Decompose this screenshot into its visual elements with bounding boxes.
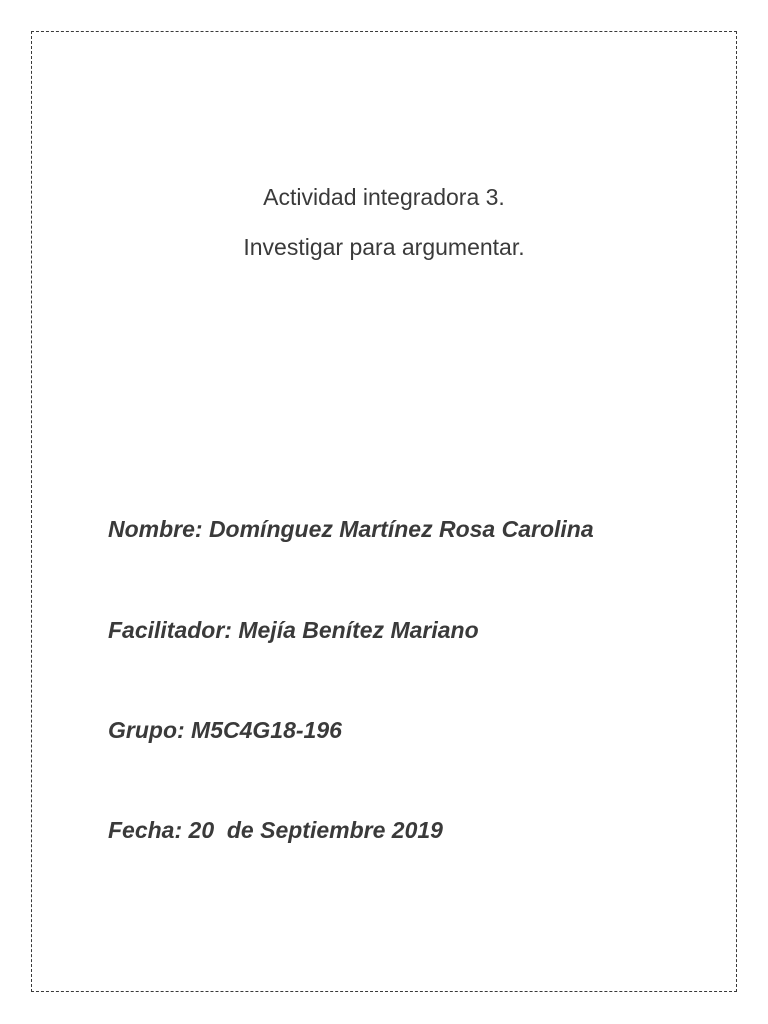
student-name: Nombre: Domínguez Martínez Rosa Carolina: [108, 516, 594, 542]
date-line: Fecha: 20 de Septiembre 2019: [108, 817, 443, 843]
document-title: Actividad integradora 3.: [263, 184, 505, 210]
page-border: [31, 31, 737, 992]
document-subtitle: Investigar para argumentar.: [243, 234, 525, 260]
group-code: Grupo: M5C4G18-196: [108, 717, 342, 743]
facilitator-name: Facilitador: Mejía Benítez Mariano: [108, 617, 479, 643]
